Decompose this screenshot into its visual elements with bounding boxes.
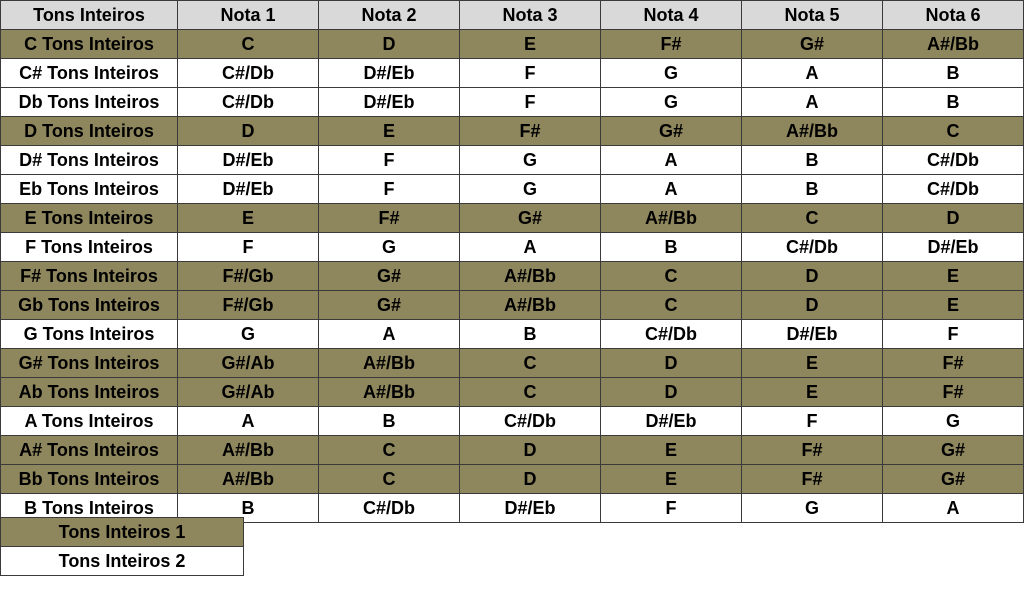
note-cell: C bbox=[178, 30, 319, 59]
note-cell: D bbox=[460, 436, 601, 465]
note-cell: A#/Bb bbox=[319, 378, 460, 407]
note-cell: C bbox=[601, 291, 742, 320]
note-cell: A#/Bb bbox=[742, 117, 883, 146]
note-cell: B bbox=[742, 175, 883, 204]
legend-row bbox=[1, 518, 244, 547]
note-cell: C bbox=[601, 262, 742, 291]
note-cell: F bbox=[883, 320, 1024, 349]
table-row bbox=[1, 30, 1024, 59]
header-row bbox=[1, 1, 1024, 30]
table-row bbox=[1, 262, 1024, 291]
table-row bbox=[1, 291, 1024, 320]
table-body bbox=[1, 30, 1024, 523]
note-cell: E bbox=[742, 349, 883, 378]
note-cell: G bbox=[178, 320, 319, 349]
legend-table bbox=[0, 517, 244, 576]
note-cell: A bbox=[742, 88, 883, 117]
note-cell: G bbox=[460, 146, 601, 175]
note-cell: B bbox=[883, 88, 1024, 117]
note-cell: A bbox=[742, 59, 883, 88]
note-cell: G# bbox=[319, 262, 460, 291]
note-cell: D#/Eb bbox=[319, 88, 460, 117]
note-cell: A#/Bb bbox=[460, 291, 601, 320]
scale-name-cell: Db Tons Inteiros bbox=[1, 88, 178, 117]
note-cell: B bbox=[460, 320, 601, 349]
note-cell: D#/Eb bbox=[178, 146, 319, 175]
note-cell: E bbox=[601, 436, 742, 465]
scale-name-cell: Eb Tons Inteiros bbox=[1, 175, 178, 204]
note-cell: F# bbox=[460, 117, 601, 146]
scale-name-cell: C Tons Inteiros bbox=[1, 30, 178, 59]
note-cell: G bbox=[883, 407, 1024, 436]
note-cell: A#/Bb bbox=[460, 262, 601, 291]
table-row bbox=[1, 436, 1024, 465]
header-note-6: Nota 6 bbox=[883, 1, 1024, 30]
note-cell: D#/Eb bbox=[319, 59, 460, 88]
legend-label: Tons Inteiros 2 bbox=[1, 547, 244, 576]
table-row bbox=[1, 117, 1024, 146]
note-cell: C bbox=[883, 117, 1024, 146]
note-cell: C#/Db bbox=[319, 494, 460, 523]
note-cell: F# bbox=[883, 349, 1024, 378]
note-cell: A bbox=[601, 175, 742, 204]
note-cell: D bbox=[742, 291, 883, 320]
note-cell: F#/Gb bbox=[178, 262, 319, 291]
note-cell: G# bbox=[601, 117, 742, 146]
note-cell: E bbox=[460, 30, 601, 59]
scale-name-cell: F# Tons Inteiros bbox=[1, 262, 178, 291]
note-cell: E bbox=[742, 378, 883, 407]
note-cell: C bbox=[742, 204, 883, 233]
note-cell: F bbox=[460, 59, 601, 88]
note-cell: C#/Db bbox=[178, 88, 319, 117]
note-cell: A bbox=[883, 494, 1024, 523]
table-row bbox=[1, 465, 1024, 494]
table-row bbox=[1, 59, 1024, 88]
note-cell: G# bbox=[319, 291, 460, 320]
note-cell: D#/Eb bbox=[460, 494, 601, 523]
note-cell: F# bbox=[601, 30, 742, 59]
note-cell: C bbox=[319, 465, 460, 494]
note-cell: E bbox=[178, 204, 319, 233]
table-row bbox=[1, 175, 1024, 204]
scale-name-cell: Ab Tons Inteiros bbox=[1, 378, 178, 407]
table-row bbox=[1, 204, 1024, 233]
scale-name-cell: F Tons Inteiros bbox=[1, 233, 178, 262]
scale-name-cell: E Tons Inteiros bbox=[1, 204, 178, 233]
note-cell: G# bbox=[883, 465, 1024, 494]
note-cell: C#/Db bbox=[601, 320, 742, 349]
note-cell: C bbox=[460, 349, 601, 378]
header-note-5: Nota 5 bbox=[742, 1, 883, 30]
note-cell: G#/Ab bbox=[178, 378, 319, 407]
note-cell: G bbox=[601, 59, 742, 88]
note-cell: B bbox=[742, 146, 883, 175]
note-cell: G bbox=[742, 494, 883, 523]
note-cell: B bbox=[601, 233, 742, 262]
note-cell: C#/Db bbox=[460, 407, 601, 436]
table-row bbox=[1, 88, 1024, 117]
note-cell: D#/Eb bbox=[178, 175, 319, 204]
header-note-1: Nota 1 bbox=[178, 1, 319, 30]
note-cell: A bbox=[319, 320, 460, 349]
note-cell: F# bbox=[742, 465, 883, 494]
scale-name-cell: Gb Tons Inteiros bbox=[1, 291, 178, 320]
scale-name-cell: D# Tons Inteiros bbox=[1, 146, 178, 175]
table-row bbox=[1, 146, 1024, 175]
legend-row bbox=[1, 547, 244, 576]
note-cell: E bbox=[883, 291, 1024, 320]
legend-body bbox=[1, 518, 244, 576]
header-note-4: Nota 4 bbox=[601, 1, 742, 30]
note-cell: D#/Eb bbox=[742, 320, 883, 349]
note-cell: B bbox=[883, 59, 1024, 88]
header-scale: Tons Inteiros bbox=[1, 1, 178, 30]
scale-name-cell: D Tons Inteiros bbox=[1, 117, 178, 146]
note-cell: B bbox=[178, 494, 319, 523]
scale-name-cell: Bb Tons Inteiros bbox=[1, 465, 178, 494]
note-cell: D bbox=[883, 204, 1024, 233]
note-cell: G bbox=[319, 233, 460, 262]
note-cell: C#/Db bbox=[742, 233, 883, 262]
note-cell: E bbox=[319, 117, 460, 146]
note-cell: C#/Db bbox=[178, 59, 319, 88]
scale-name-cell: G# Tons Inteiros bbox=[1, 349, 178, 378]
note-cell: C bbox=[460, 378, 601, 407]
note-cell: G# bbox=[883, 436, 1024, 465]
note-cell: E bbox=[601, 465, 742, 494]
table-row bbox=[1, 320, 1024, 349]
note-cell: F bbox=[319, 175, 460, 204]
note-cell: G bbox=[601, 88, 742, 117]
note-cell: A#/Bb bbox=[178, 436, 319, 465]
scale-name-cell: G Tons Inteiros bbox=[1, 320, 178, 349]
scale-name-cell: A# Tons Inteiros bbox=[1, 436, 178, 465]
table-row bbox=[1, 378, 1024, 407]
table-row bbox=[1, 349, 1024, 378]
scale-name-cell: B Tons Inteiros bbox=[1, 494, 178, 523]
note-cell: A bbox=[601, 146, 742, 175]
note-cell: F bbox=[460, 88, 601, 117]
scale-name-cell: A Tons Inteiros bbox=[1, 407, 178, 436]
table-row bbox=[1, 407, 1024, 436]
note-cell: F# bbox=[742, 436, 883, 465]
note-cell: D bbox=[178, 117, 319, 146]
note-cell: A#/Bb bbox=[601, 204, 742, 233]
note-cell: G#/Ab bbox=[178, 349, 319, 378]
note-cell: D bbox=[319, 30, 460, 59]
note-cell: F# bbox=[883, 378, 1024, 407]
note-cell: D#/Eb bbox=[883, 233, 1024, 262]
note-cell: D#/Eb bbox=[601, 407, 742, 436]
note-cell: F bbox=[319, 146, 460, 175]
table-row bbox=[1, 233, 1024, 262]
note-cell: A#/Bb bbox=[178, 465, 319, 494]
note-cell: D bbox=[460, 465, 601, 494]
note-cell: D bbox=[601, 378, 742, 407]
note-cell: C#/Db bbox=[883, 146, 1024, 175]
legend-label: Tons Inteiros 1 bbox=[1, 518, 244, 547]
note-cell: F#/Gb bbox=[178, 291, 319, 320]
note-cell: A#/Bb bbox=[883, 30, 1024, 59]
note-cell: G# bbox=[742, 30, 883, 59]
header-note-2: Nota 2 bbox=[319, 1, 460, 30]
header-note-3: Nota 3 bbox=[460, 1, 601, 30]
note-cell: A bbox=[178, 407, 319, 436]
note-cell: E bbox=[883, 262, 1024, 291]
note-cell: A#/Bb bbox=[319, 349, 460, 378]
note-cell: F bbox=[601, 494, 742, 523]
scale-name-cell: C# Tons Inteiros bbox=[1, 59, 178, 88]
note-cell: F# bbox=[319, 204, 460, 233]
note-cell: B bbox=[319, 407, 460, 436]
note-cell: F bbox=[742, 407, 883, 436]
note-cell: F bbox=[178, 233, 319, 262]
note-cell: G# bbox=[460, 204, 601, 233]
note-cell: A bbox=[460, 233, 601, 262]
note-cell: D bbox=[742, 262, 883, 291]
note-cell: C#/Db bbox=[883, 175, 1024, 204]
note-cell: G bbox=[460, 175, 601, 204]
note-cell: D bbox=[601, 349, 742, 378]
note-cell: C bbox=[319, 436, 460, 465]
